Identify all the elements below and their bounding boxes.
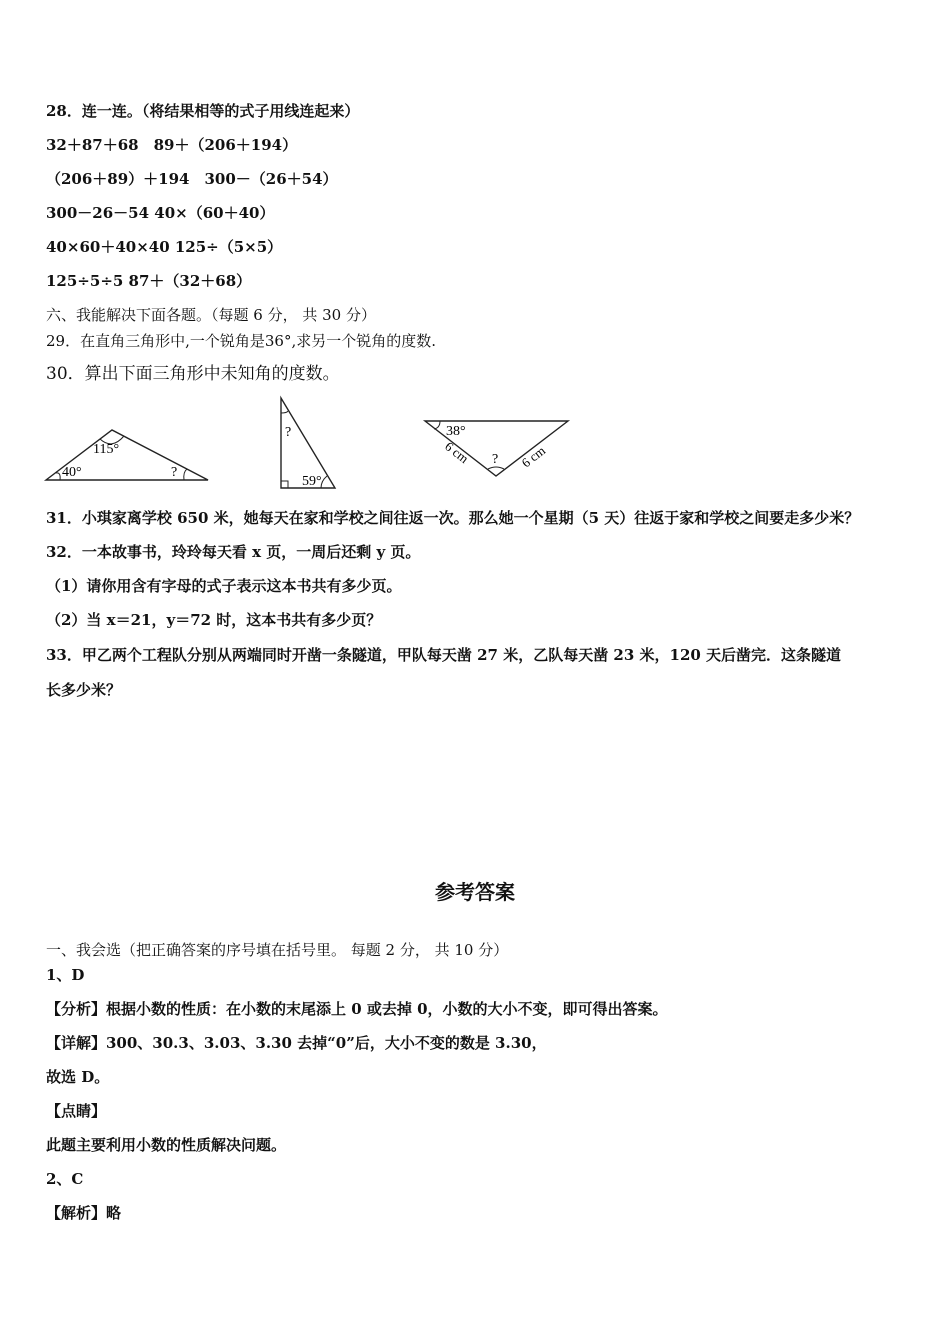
answer-2-analysis: 【解析】略 [46, 1204, 122, 1222]
answer-1-analysis: 【分析】根据小数的性质：在小数的末尾添上 0 或去掉 0，小数的大小不变，即可得出答案。 [46, 1000, 668, 1018]
triangle-2-unknown: ? [285, 425, 292, 440]
q33-line-2: 长多少米？ [46, 681, 122, 699]
triangle-1-top-angle: 115° [93, 442, 120, 457]
answer-2: 2、C [46, 1170, 84, 1188]
triangle-1-unknown: ? [171, 465, 178, 480]
triangle-3-left-side: 6 cm [442, 438, 472, 467]
q29: 29．在直角三角形中,一个锐角是36°,求另一个锐角的度数. [46, 332, 436, 350]
q28-row-4: 40×60＋40×40 125÷（5×5） [46, 238, 283, 256]
q28-row-3: 300－26－54 40×（60＋40） [46, 204, 275, 222]
answer-1-choice: 故选 D。 [46, 1068, 110, 1086]
triangle-2-bottom-arc [321, 476, 327, 488]
triangle-2-right-angle-mark [281, 481, 288, 488]
triangle-figure-3 [422, 418, 572, 480]
q32-part-1: （1）请你用含有字母的式子表示这本书共有多少页。 [46, 577, 402, 595]
answer-1: 1、D [46, 966, 85, 984]
answer-1-review-label: 【点睛】 [46, 1102, 107, 1120]
triangle-figure-2 [279, 396, 339, 490]
q28-row-1: 32＋87＋68 89＋（206＋194） [46, 136, 298, 154]
triangle-1-left-angle: 40° [62, 465, 82, 480]
q31: 31．小琪家离学校 650 米，她每天在家和学校之间往返一次。那么她一个星期（5 天）往返于家和学校之间要走多少米？ [46, 509, 860, 527]
triangle-2-bottom-angle: 59° [302, 474, 322, 489]
q28-title: 28．连一连。（将结果相等的式子用线连起来） [46, 102, 360, 120]
q28-row-2: （206＋89）＋194 300－（26＋54） [46, 170, 338, 188]
answer-1-detail: 【详解】300、30.3、3.03、3.30 去掉“0”后，大小不变的数是 3.30， [46, 1034, 547, 1052]
section-6-heading: 六、我能解决下面各题。（每题 6 分， 共 30 分） [46, 306, 376, 324]
triangle-figure-1 [44, 426, 212, 484]
triangle-2-top-arc [281, 411, 288, 413]
q33-line-1: 33．甲乙两个工程队分别从两端同时开凿一条隧道，甲队每天凿 27 米，乙队每天凿 23 米，120 天后凿完．这条隧道 [46, 646, 842, 664]
q32-part-2: （2）当 x＝21，y＝72 时，这本书共有多少页？ [46, 611, 382, 629]
answers-title: 参考答案 [435, 880, 515, 904]
q30: 30．算出下面三角形中未知角的度数。 [46, 364, 340, 384]
q28-row-5: 125÷5÷5 87＋（32＋68） [46, 272, 252, 290]
q32: 32．一本故事书，玲玲每天看 x 页，一周后还剩 y 页。 [46, 543, 421, 561]
answers-section-1: 一、我会选（把正确答案的序号填在括号里。 每题 2 分， 共 10 分） [46, 941, 509, 959]
triangle-3-bottom-arc [488, 467, 504, 469]
triangle-3-unknown: ? [492, 452, 499, 467]
triangle-1-left-arc [56, 473, 60, 480]
triangle-1-right-arc [184, 469, 187, 480]
triangle-3-top-angle: 38° [446, 424, 466, 439]
answer-1-review: 此题主要利用小数的性质解决问题。 [46, 1136, 287, 1154]
triangle-3-right-side: 6 cm [518, 442, 549, 471]
